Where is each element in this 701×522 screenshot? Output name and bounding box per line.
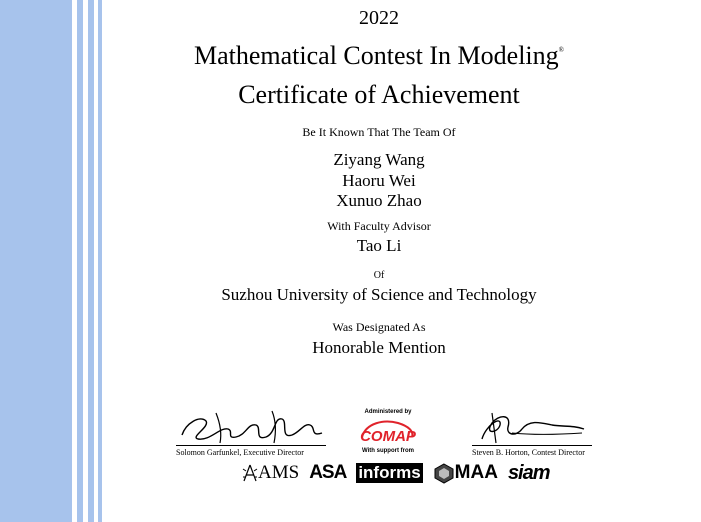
decorative-stripe-bar [0, 0, 103, 522]
administered-by-label: Administered by [364, 409, 412, 415]
sponsor-logos [242, 458, 550, 488]
stripe-wide [0, 0, 72, 522]
executive-director-caption: Solomon Garfunkel, Executive Director [176, 448, 304, 457]
certificate-year: 2022 [359, 7, 399, 29]
maa-logo-text: MAA [454, 462, 498, 483]
executive-director-signature [176, 405, 336, 447]
registered-mark: ® [558, 46, 564, 54]
designation: Honorable Mention [312, 338, 446, 357]
contest-name [103, 41, 655, 71]
stripe-thin-3 [98, 0, 102, 522]
team-member-2: Haoru Wei [342, 171, 416, 190]
siam-logo-text: siam [507, 461, 550, 484]
informs-logo-text: informs [358, 463, 421, 482]
asa-logo-text: ASA [309, 462, 347, 483]
ams-emblem-icon [242, 463, 258, 483]
team-intro: Be It Known That The Team Of [302, 125, 456, 139]
stripe-thin-2 [88, 0, 94, 522]
comap-logo-text: COMAP [360, 428, 416, 445]
informs-logo [356, 463, 422, 483]
advisor-name: Tao Li [356, 236, 402, 255]
advisor-label: With Faculty Advisor [327, 219, 431, 233]
team-member-3: Xunuo Zhao [336, 191, 422, 210]
team-member-1: Ziyang Wang [333, 150, 425, 169]
certificate-title: Certificate of Achievement [238, 80, 520, 109]
maa-logo [433, 462, 498, 484]
maa-emblem-icon [433, 462, 455, 484]
contest-director-caption: Steven B. Horton, Contest Director [472, 448, 585, 457]
contest-name-text: Mathematical Contest In Modeling [194, 41, 559, 70]
of-label: Of [373, 270, 385, 281]
ams-logo [242, 462, 299, 484]
administration-block [348, 409, 428, 454]
ams-logo-text: AMS [258, 462, 300, 483]
signature-line-left [176, 445, 326, 446]
signature-line-right [472, 445, 592, 446]
stripe-thin-1 [77, 0, 83, 522]
contest-director-signature [472, 405, 632, 447]
designated-label: Was Designated As [332, 320, 426, 334]
comap-logo [358, 417, 418, 447]
siam-logo [508, 462, 550, 485]
asa-logo [309, 462, 346, 484]
support-label: With support from [362, 448, 414, 454]
institution-name: Suzhou University of Science and Technology [221, 285, 537, 304]
